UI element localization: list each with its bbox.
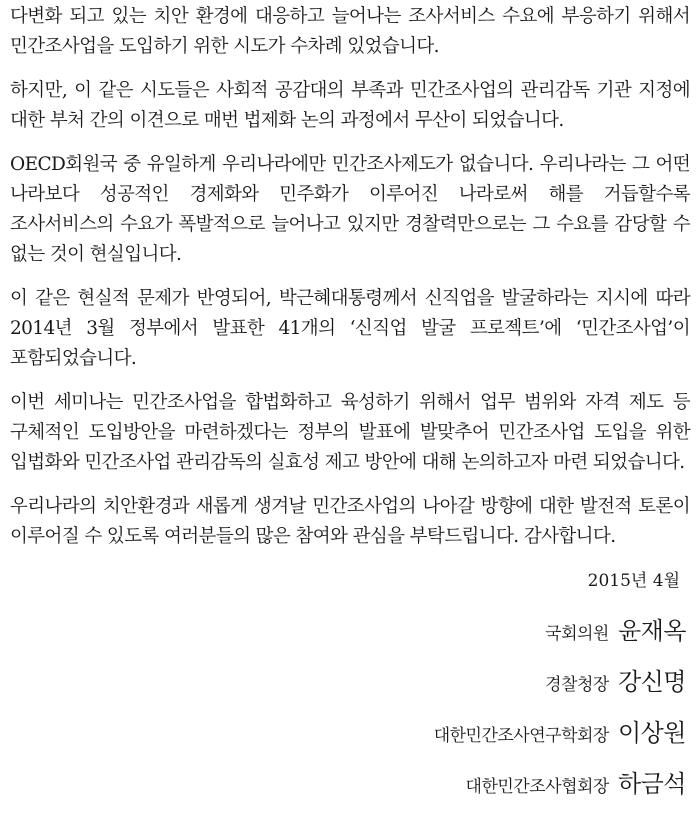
paragraph-4: 이 같은 현실적 문제가 반영되어, 박근혜대통령께서 신직업을 발굴하라는 지시에 따라 2014년 3월 정부에서 발표한 41개의 ‘신직업 발굴 프로젝트’에 ‘민간조사업’이 포함되었습니다. bbox=[10, 288, 690, 369]
signatory-name: 하금석 bbox=[617, 770, 686, 798]
signatory-title: 대한민간조사연구학회장 bbox=[433, 726, 609, 746]
paragraph-1: 다변화 되고 있는 치안 환경에 대응하고 늘어나는 조사서비스 수요에 부응하기 위해서 민간조사업을 도입하기 위한 시도가 수차례 있었습니다. bbox=[10, 6, 690, 57]
paragraph-2: 하지만, 이 같은 시도들은 사회적 공감대의 부족과 민간조사업의 관리감독 기관 지정에 대한 부처 간의 이견으로 매번 법제화 논의 과정에서 무산이 되었습니다. bbox=[10, 80, 690, 131]
signatory-2 bbox=[10, 665, 686, 702]
paragraph-5: 이번 세미나는 민간조사업을 합법화하고 육성하기 위해서 업무 범위와 자격 제도 등 구체적인 도입방안을 마련하겠다는 정부의 발표에 발맞추어 민간조사업 도입을 위한 입법화와 민간조사업 관리감독의 실효성 제고 방안에 대해 논의하고자 마련 되었습니다. bbox=[10, 392, 690, 473]
signatory-name: 강신명 bbox=[617, 668, 686, 696]
document-date: 2015년 4월 bbox=[587, 571, 680, 591]
signatory-title: 경찰청장 bbox=[545, 675, 609, 695]
signatory-name: 윤재옥 bbox=[617, 617, 686, 645]
signatory-title: 국회의원 bbox=[545, 624, 609, 644]
document-body bbox=[10, 2, 690, 818]
signatory-name: 이상원 bbox=[617, 719, 686, 747]
signatory-4 bbox=[10, 767, 686, 804]
paragraph-3: OECD회원국 중 유일하게 우리나라에만 민간조사제도가 없습니다. 우리나라는 그 어떤 나라보다 성공적인 경제화와 민주화가 이루어진 나라로써 해를 거듭할수록 조사서비스의 수요가 폭발적으로 늘어나고 있지만 경찰력만으로는 그 수요를 감당할 수 없는 것이 현실입니다. bbox=[10, 154, 690, 265]
signature-block bbox=[10, 614, 690, 804]
signatory-title: 대한민간조사협회장 bbox=[465, 777, 609, 797]
signatory-1 bbox=[10, 614, 686, 651]
signatory-3 bbox=[10, 716, 686, 753]
paragraph-6: 우리나라의 치안환경과 새롭게 생겨날 민간조사업의 나아갈 방향에 대한 발전적 토론이 이루어질 수 있도록 여러분들의 많은 참여와 관심을 부탁드립니다. 감사합니다. bbox=[10, 496, 690, 547]
